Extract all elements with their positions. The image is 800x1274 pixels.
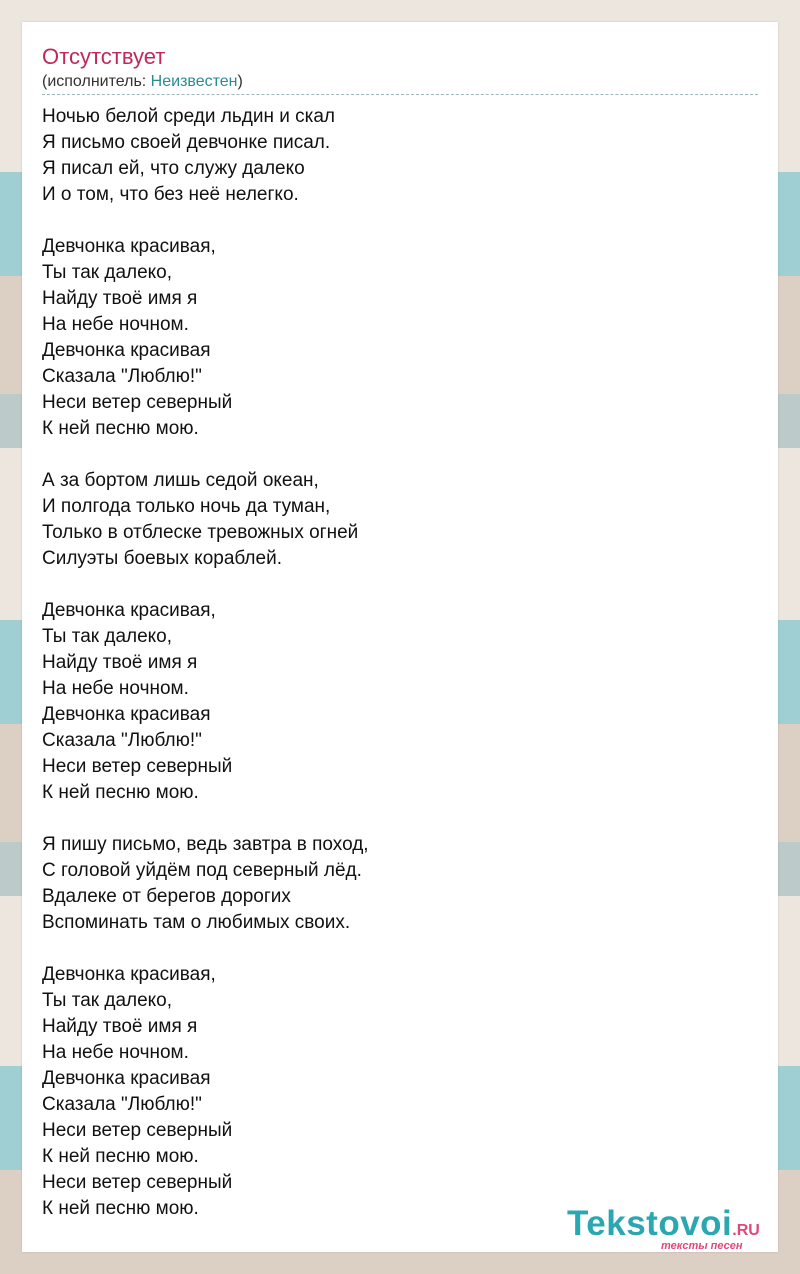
header-divider [42,94,758,95]
lyric-line: Неси ветер северный [42,392,233,413]
stanza-break [42,572,742,598]
lyric-line: Ты так далеко, [42,990,173,1011]
logo-name: Tekstovoi [567,1204,733,1243]
logo-tld: .RU [732,1222,760,1239]
lyric-line: Девчонка красивая [42,1068,211,1089]
lyric-line: Девчонка красивая, [42,600,216,621]
artist-link[interactable]: Неизвестен [150,73,238,90]
lyric-line: К ней песню мою. [42,1198,199,1219]
lyric-line: Ночью белой среди льдин и скал [42,106,335,127]
lyric-line: К ней песню мою. [42,1146,199,1167]
lyric-line: Ты так далеко, [42,626,173,647]
lyric-line: Только в отблеске тревожных огней [42,522,359,543]
artist-line [42,72,243,92]
lyric-line: Сказала "Люблю!" [42,730,202,751]
lyric-line: К ней песню мою. [42,418,199,439]
artist-suffix: ) [237,73,243,90]
lyric-line: А за бортом лишь седой океан, [42,470,319,491]
lyric-line: Я писал ей, что служу далеко [42,158,305,179]
lyric-line: И полгода только ночь да туман, [42,496,331,517]
lyric-line: К ней песню мою. [42,782,199,803]
logo-tagline: тексты песен [661,1240,743,1252]
lyric-line: Ты так далеко, [42,262,173,283]
lyric-line: Вдалеке от берегов дорогих [42,886,291,907]
lyric-line: Девчонка красивая, [42,964,216,985]
lyric-line: Найду твоё имя я [42,652,198,673]
lyric-line: Девчонка красивая, [42,236,216,257]
lyric-line: Девчонка красивая [42,340,211,361]
lyric-line: Неси ветер северный [42,1120,233,1141]
lyric-line: Я пишу письмо, ведь завтра в поход, [42,834,369,855]
lyric-line: На небе ночном. [42,1042,189,1063]
lyrics-text [42,104,742,1222]
lyric-line: На небе ночном. [42,678,189,699]
stanza-break [42,806,742,832]
lyric-line: Найду твоё имя я [42,1016,198,1037]
lyric-line: На небе ночном. [42,314,189,335]
artist-prefix: (исполнитель: [42,73,151,90]
lyrics-card [22,22,778,1252]
stanza-break [42,936,742,962]
lyric-line: Неси ветер северный [42,756,233,777]
lyric-line: Я письмо своей девчонке писал. [42,132,331,153]
lyric-line: Сказала "Люблю!" [42,1094,202,1115]
lyric-line: Найду твоё имя я [42,288,198,309]
lyric-line: Силуэты боевых кораблей. [42,548,282,569]
stanza-break [42,208,742,234]
tekstovoi-logo[interactable] [567,1204,760,1252]
lyric-line: Сказала "Люблю!" [42,366,202,387]
lyric-line: Неси ветер северный [42,1172,233,1193]
lyric-line: Вспоминать там о любимых своих. [42,912,351,933]
lyric-line: Девчонка красивая [42,704,211,725]
lyric-line: И о том, что без неё нелегко. [42,184,299,205]
song-title: Отсутствует [42,44,166,69]
stanza-break [42,442,742,468]
lyric-line: С головой уйдём под северный лёд. [42,860,362,881]
